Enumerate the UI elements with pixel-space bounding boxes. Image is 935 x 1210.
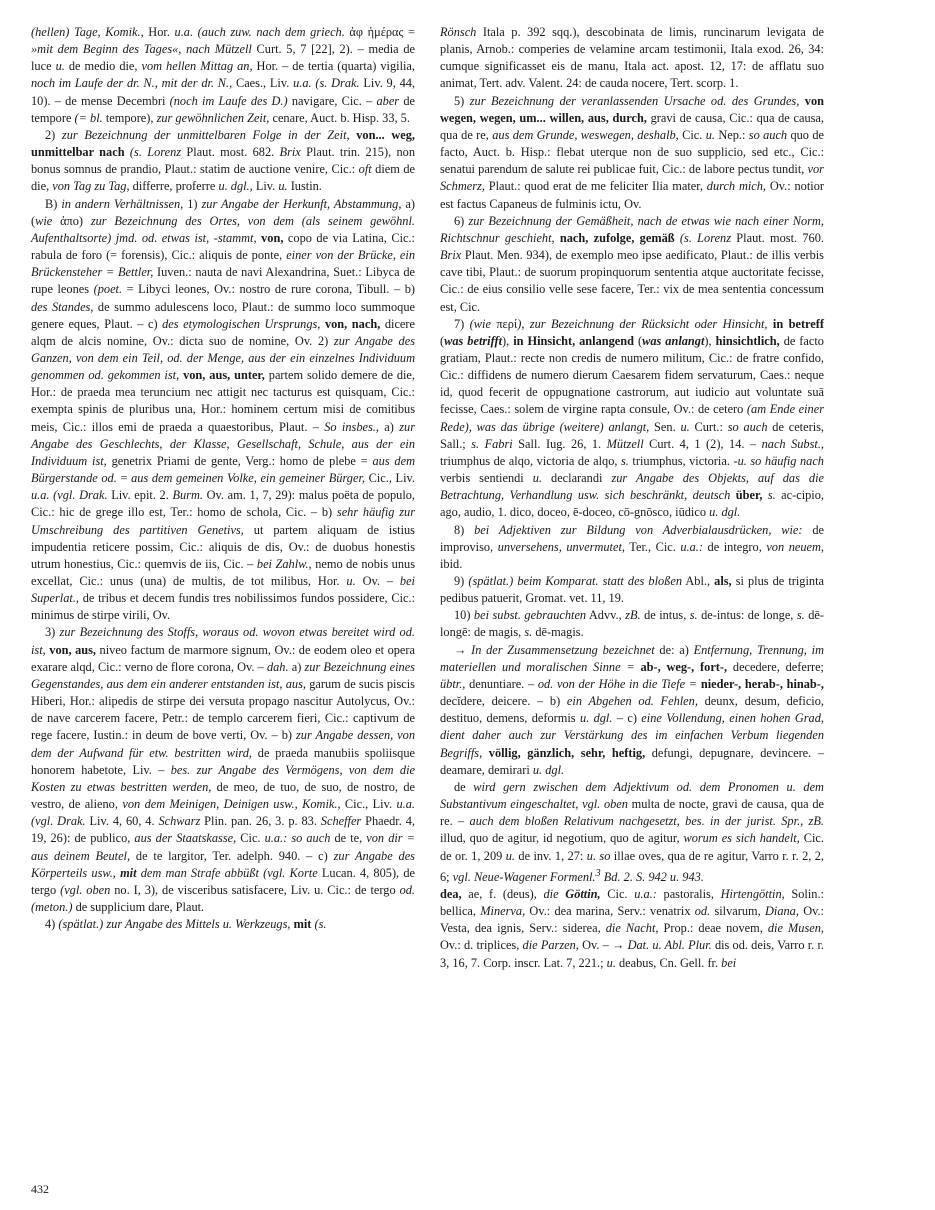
left-column bbox=[31, 24, 415, 933]
entry-paragraph: 10) bei subst. gebrauchten Advv., zB. de intus, s. de-intus: de longe, s. dē-longē: de magis, s. dē-magis. bbox=[440, 608, 824, 640]
entry-paragraph: 9) (spätlat.) beim Komparat. statt des bloßen Abl., als, si plus de triginta pedibus patuerit, Gromat. vet. 11, 19. bbox=[440, 574, 824, 606]
entry-paragraph: → In der Zusammensetzung bezeichnet de: a) Entfernung, Trennung, im materiellen und moralischen Sinne = ab-, weg-, fort-, decedere, deferre; übtr., denuntiare. – od. von der Höhe in die Tiefe = nieder-, herab-, hinab-, decĭdere, deicere. – b) ein Abgehen od. Fehlen, deunx, desum, deficio, destituo, demens, deformis u. dgl. – c) eine Vollendung, einen hohen Grad, dient daher auch zur Verstärkung des im einfachen Verbum liegenden Begriffs, völlig, gänzlich, sehr, heftig, defungi, depugnare, devincere. – deamare, demirari u. dgl. bbox=[440, 642, 824, 777]
right-column bbox=[440, 24, 824, 972]
entry-paragraph: 2) zur Bezeichnung der unmittelbaren Folge in der Zeit, von... weg, unmittelbar nach (s. Lorenz Plaut. most. 682. Brix Plaut. trin. 215), non bonus somnus de prandio, Plaut.: statim de auctione venire, Cic.: oft diem de die, von Tag zu Tag, differre, proferre u. dgl., Liv. u. Iustin. bbox=[31, 127, 415, 194]
entry-paragraph: 5) zur Bezeichnung der veranlassenden Ursache od. des Grundes, von wegen, wegen, um... willen, aus, durch, gravi de causa, Cic.: qua de causa, qua de re, aus dem Grunde, weswegen, deshalb, Cic. u. Nep.: so auch quo de facto, Auct. b. Hisp.: flebat uterque non de suo supplicio, sed etc., Cic.: senatui parendum de salute rei publicae fuit, Cic.: de labore pectus tundit, vor Schmerz, Plaut.: quod erat de me feliciter Ilia mater, durch mich, Ov.: notior est factus Capaneus de fulminis ictu, Ov. bbox=[440, 93, 825, 211]
entry-paragraph: de wird gern zwischen dem Adjektivum od. dem Pronomen u. dem Substantivum eingeschaltet, vgl. oben multa de nocte, gravi de causa, qua de re. – auch dem bloßen Relativum nachgesetzt, bes. in der jurist. Spr., zB. illud, quo de agitur, id negotium, quo de agitur, worum es sich handelt, Cic. de or. 1, 209 u. de inv. 1, 27: u. so illae oves, qua de re agitur, Varro r. r. 2, 2, 6; vgl. Neue-Wagener Formenl.$^3$ Bd. 2. S. 942 u. 943. bbox=[440, 779, 824, 884]
entry-paragraph: 6) zur Bezeichnung der Gemäßheit, nach de etwas wie nach einer Norm, Richtschnur geschieht, nach, zufolge, gemäß (s. Lorenz Plaut. most. 760. Brix Plaut. Men. 934), de exemplo meo ipse aedificato, Plaut.: de illis verbis cave tibi, Plaut.: de suorum propinquorum sententia atque auctoritate fecisse, Cic.: de eius consilio velle sese facere, Ter.: vix de mea sententia concessum est, Cic. bbox=[440, 213, 824, 314]
headword-entry-dea: dea, ae, f. (deus), die Göttin, Cic. u.a.: pastoralis, Hirtengöttin, Solin.: bellica, Minerva, Ov.: dea marina, Serv.: venatrix od. silvarum, Diana, Ov.: Vesta, dea ignis, Serv.: siderea, die Nacht, Prop.: deae novem, die Musen, Ov.: d. triplices, die Parzen, Ov. – → Dat. u. Abl. Plur. dis od. deis, Varro r. r. 3, 16, 7. Corp. inscr. Lat. 7, 221.; u. deabus, Cn. Gell. fr. bei bbox=[440, 886, 824, 970]
page-number: 432 bbox=[31, 1182, 49, 1196]
entry-paragraph: Rönsch Itala p. 392 sqq.), descobinata de limis, runcinarum levigata de planis, Arnob.: comperies de velamine arcam testimonii, Itala exod. 26, 34: cumque significasset eis de manu, Itala act. apost. 12, 17: de afflatu suo animat, Tert. adv. Valent. 24: de cauda nocere, Tert. scorp. 1. bbox=[440, 25, 824, 91]
entry-paragraph: (hellen) Tage, Komik., Hor. u.a. (auch zuw. nach dem griech. ἀφ ἡμέρας = »mit dem Beginn des Tages«, nach Mützell Curt. 5, 7 [22], 2). – media de luce u. de medio die, vom hellen Mittag an, Hor. – de tertia (quarta) vigilia, noch im Laufe der dr. N., mit der dr. N., Caes., Liv. u.a. (s. Drak. Liv. 9, 44, 10). – de mense Decembri (noch im Laufe des D.) navigare, Cic. – aber de tempore (= bl. tempore), zur gewöhnlichen Zeit, cenare, Auct. b. Hisp. 33, 5. bbox=[31, 25, 416, 125]
entry-paragraph: B) in andern Verhältnissen, 1) zur Angabe der Herkunft, Abstammung, a) (wie ἀπο) zur Bezeichnung des Ortes, von dem (als seinem gewöhnl. Aufenthaltsorte) jmd. od. etwas ist, -stammt, von, copo de via Latina, Cic.: rabula de foro (= forensis), Cic.: aliquis de ponte, einer von der Brücke, ein Brückensteher = Bettler, Iuven.: nauta de navi Alexandrina, Suet.: Libyca de rupe leones (poet. = Libyci leones, Ov.: nostro de rure corona, Tibull. – b) des Standes, de summo adulescens loco, Plaut.: de summo loco summoque genere eques, Plaut. – c) des etymologischen Ursprungs, von, nach, dicere alqm de alcis nomine, Ov.: dicta suo de nomine, Ov. 2) zur Angabe des Ganzen, von dem ein Teil, od. der Menge, aus der ein einzelnes Individuum genommen od. gekommen ist, von, aus, unter, partem solido demere de die, Hor.: de praeda mea teruncium nec attigit nec tacturus est quisquam, Cic.: exempta spinis de pluribus una, Hor.: hominem certum misi de comitibus meis, Cic.: illos emi de praeda a quaestoribus, Plaut. – So insbes., a) zur Angabe des Geschlechts, der Klasse, Gesellschaft, Schule, aus der ein Individuum ist, genetrix Priami de gente, Verg.: homo de plebe = aus dem Bürgerstande od. = aus dem gemeinen Volke, ein gemeiner Bürger, Cic., Liv. u.a. (vgl. Drak. Liv. epit. 2. Burm. Ov. am. 1, 7, 29): malus poëta de populo, Cic.: hic de grege illo est, Ter.: homo de schola, Cic. – b) sehr häufig zur Umschreibung des partitiven Genetivs, ut partem aliquam de istius impudentia reticere possim, Cic.: aliquis de dis, Ov.: de duobus honestis utrum honestius, Cic.: quemvis de iis, Cic. – bei Zahlw., nemo de nobis unus excellat, Cic.: unus (una) de multis, de tot milibus, Hor. u. Ov. – bei Superlat., de tribus et decem fundis tres nobilissimos fundos possidere, Cic.: minimus de stirpe virili, Ov. bbox=[31, 196, 416, 623]
entry-paragraph: 3) zur Bezeichnung des Stoffs, woraus od. wovon etwas bereitet wird od. ist, von, aus, niveo factum de marmore signum, Ov.: de eodem oleo et opera exarare alqd, Cic.: verno de flore corona, Ov. – dah. a) zur Bezeichnung eines Gegenstandes, aus dem ein anderer entstanden ist, aus, garum de sucis piscis Hiberi, Hor.: alipedis de stirpe dei versuta propago nascitur Autolycus, Ov.: de nave carcerem facere, Petr.: de templo carcerem fieri, Cic.: captivum de rege facere, Iustin.: in deum de bove verti, Ov. – b) zur Angabe dessen, von dem der Aufwand für etw. bestritten wird, de praeda manubiis spoliisque honorem habetote, Liv. – bes. zur Angabe des Vermögens, von dem die Kosten zu etwas bestritten werden, de meo, de tuo, de suo, de nostro, de vestro, de alieno, von dem Meinigen, Deinigen usw., Komik., Cic., Liv. u.a. (vgl. Drak. Liv. 4, 60, 4. Schwarz Plin. pan. 26, 3. p. 83. Scheffer Phaedr. 4, 19, 26): de publico, aus der Staatskasse, Cic. u.a.: so auch de te, von dir = aus deinem Beutel, de te largitor, Ter. adelph. 940. – c) zur Angabe des Körperteils usw., mit dem man Strafe abbüßt (vgl. Korte Lucan. 4, 805), de tergo (vgl. oben no. I, 3), de visceribus satisfacere, Liv. u. Cic.: de tergo od. (meton.) de supplicium dare, Plaut. bbox=[31, 625, 416, 914]
entry-paragraph: 8) bei Adjektiven zur Bildung von Adverbialausdrücken, wie: de improviso, unversehens, unvermutet, Ter., Cic. u.a.: de integro, von neuem, ibid. bbox=[440, 522, 824, 571]
entry-paragraph: 4) (spätlat.) zur Angabe des Mittels u. Werkzeugs, mit (s. bbox=[45, 917, 327, 932]
entry-paragraph: 7) (wie περί), zur Bezeichnung der Rücksicht oder Hinsicht, in betreff (was betrifft), in Hinsicht, anlangend (was anlangt), hinsichtlich, de facto gratiam, Plaut.: recte non credis de numero militum, Cic.: de fratre confido, Cic.: diffidens de numero dierum Caesarem fidem servaturum, Caes.: neque id, quod fecerit de oppugnatione castrorum, aut iudicio aut voluntate suā fecisse, Caes.: solem de virgine rapta consule, Ov.: de cetero (am Ende einer Rede), was das übrige (weitere) anlangt, Sen. u. Curt.: so auch de ceteris, Sall.; s. Fabri Sall. Iug. 26, 1. Mützell Curt. 4, 1 (2), 14. – nach Subst., triumphus de alqo, victoria de alqo, s. triumphus, victoria. -u. so häufig nach verbis sentiendi u. declarandi zur Angabe des Objekts, auf das die Betrachtung, Verhandlung usw. sich beschränkt, deutsch über, s. ac-cipio, ago, audio, 1. dico, doceo, ē-doceo, cō-gnōsco, iūdico u. dgl. bbox=[440, 316, 825, 520]
